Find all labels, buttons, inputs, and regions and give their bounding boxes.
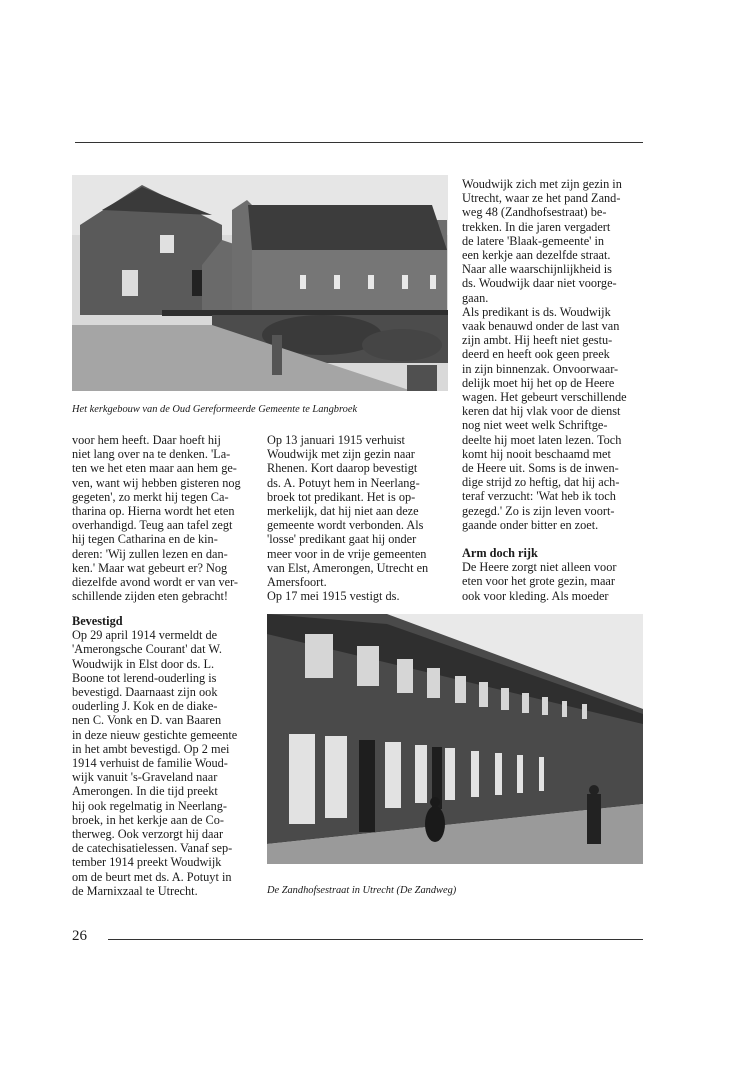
text-line: gezegd.' Zo is zijn leven voort- [462,503,615,518]
text-line: 'losse' predikant gaat hij onder [267,532,417,547]
text-line: trekken. In die jaren vergadert [462,219,611,234]
text-line: in het ambt bevestigd. Op 2 mei [72,741,230,756]
top-rule [75,142,643,143]
text-line: ds. Woudwijk daar niet voorge- [462,276,617,291]
text-line: voor hem heeft. Daar hoeft hij [72,433,221,447]
text-line: ken.' Maar wat gebeurt er? Nog [72,560,228,575]
text-line: de Heere uit. Soms is de inwen- [462,461,619,476]
text-line: broek tot predikant. Het is op- [267,489,416,504]
text-line: meer voor in de vrije gemeenten [267,546,427,561]
page-number: 26 [72,928,87,944]
text-line: de latere 'Blaak-gemeente' in [462,233,605,248]
text-line: Woudwijk in Elst door ds. L. [72,656,215,671]
text-line: weg 48 (Zandhofsestraat) be- [462,205,607,220]
text-line: wijk vanuit 's-Graveland naar [72,770,218,785]
text-line: dige strijd zo heftig, dat hij ach- [462,475,620,490]
text-line: delijk moet hij het op de Heere [462,375,615,390]
text-line: zijn ambt. Hij heeft niet gestu- [462,333,613,348]
street-photo [267,614,643,864]
text-line: Op 13 januari 1915 verhuist [267,433,405,447]
text-line: ook voor kleding. Als moeder [462,588,609,603]
text-line: nen C. Vonk en D. van Baaren [72,713,222,728]
text-line: keren dat hij vlak voor de dienst [462,404,621,419]
text-line: Woudwijk zich met zijn gezin in [462,177,622,191]
text-line: therweg. Ook verzorgt hij daar [72,827,224,842]
text-line: teraf verzucht: 'Wat heb ik toch [462,489,616,504]
text-line: Op 17 mei 1915 vestigt ds. [267,589,400,604]
church-photo-caption: Het kerkgebouw van de Oud Gereformeerde Gemeente te Langbroek [72,404,358,415]
text-line: broek, in het kerkje aan de Co- [72,812,224,827]
street-photo-caption: De Zandhofsestraat in Utrecht (De Zandweg) [267,885,457,896]
text-line: overhandigd. Teug aan tafel zegt [72,518,233,533]
text-line: Woudwijk met zijn gezin naar [267,447,415,462]
text-line: Op 29 april 1914 vermeldt de [72,628,218,643]
text-line: tharina op. Hierna wordt het eten [72,504,235,519]
text-line: merkelijk, dat hij niet aan deze [267,504,419,519]
text-line: De Heere zorgt niet alleen voor [462,560,617,575]
text-line: deerd en heeft ook geen preek [462,347,610,362]
bottom-rule [108,939,643,940]
text-line: de catechisatielessen. Vanaf sep- [72,841,233,856]
text-line: om de beurt met ds. A. Potuyt in [72,869,232,884]
section-heading-arm-doch-rijk: Arm doch rijk [462,546,538,561]
text-line: komt hij nooit beschaamd met [462,446,611,461]
text-line: eten voor het grote gezin, maar [462,574,615,589]
text-line: ds. A. Potuyt hem in Neerlang- [267,475,420,490]
text-line: in zijn binnenzak. Onvoorwaar- [462,361,619,376]
text-line: een kerkje aan dezelfde straat. [462,248,611,263]
text-line: Rhenen. Kort daarop bevestigt [267,461,418,476]
text-line: de Marnixzaal te Utrecht. [72,883,198,898]
text-line: Boone tot lerend-ouderling is [72,670,217,685]
text-line: schillende zijden eten gebracht! [72,589,229,604]
text-line: gaan. [462,290,489,305]
text-line: nog niet weet welk Schriftge- [462,418,608,433]
column-1-bottom-text [72,614,254,898]
text-line: gaande onder bitter en zoet. [462,517,599,532]
section-heading-bevestigd: Bevestigd [72,614,123,628]
text-line: niet lang over na te denken. 'La- [72,447,231,462]
text-line: in deze nieuw gestichte gemeente [72,727,238,742]
text-line: Naar alle waarschijnlijkheid is [462,262,612,277]
text-line: Amersfoort. [267,575,327,590]
column-2-text [267,433,448,603]
text-line: deelte hij moet laten lezen. Toch [462,432,622,447]
text-line: gegeten', zo merkt hij tegen Ca- [72,489,229,504]
text-line: deren: 'Wij zullen lezen en dan- [72,546,228,561]
text-line: van Elst, Amerongen, Utrecht en [267,560,429,575]
text-line: vaak benauwd onder de last van [462,319,620,334]
text-line: diezelfde avond wordt er van ver- [72,575,239,590]
church-photo [72,175,448,391]
text-line: Als predikant is ds. Woudwijk [462,304,611,319]
text-line: gemeente wordt verbonden. Als [267,518,424,533]
text-line: tember 1914 preekt Woudwijk [72,855,222,870]
text-line: ten we het eten maar aan hem ge- [72,461,237,476]
column-1-top-text [72,433,254,603]
text-line: Amerongen. In die tijd preekt [72,784,218,799]
paragraph-gap [462,532,643,546]
column-3-text [462,177,643,603]
text-line: 'Amerongsche Courant' dat W. [72,642,222,657]
text-line: Utrecht, waar ze het pand Zand- [462,191,621,206]
text-line: hij tegen Catharina en de kin- [72,532,218,547]
text-line: ouderling J. Kok en de diake- [72,699,218,714]
text-line: hij ook regelmatig in Neerlang- [72,798,228,813]
text-line: 1914 verhuist de familie Woud- [72,756,228,771]
text-line: bevestigd. Daarnaast zijn ook [72,685,218,700]
text-line: ven, want wij hebben gisteren nog [72,475,241,490]
text-line: wagen. Het gebeurt verschillende [462,390,627,405]
